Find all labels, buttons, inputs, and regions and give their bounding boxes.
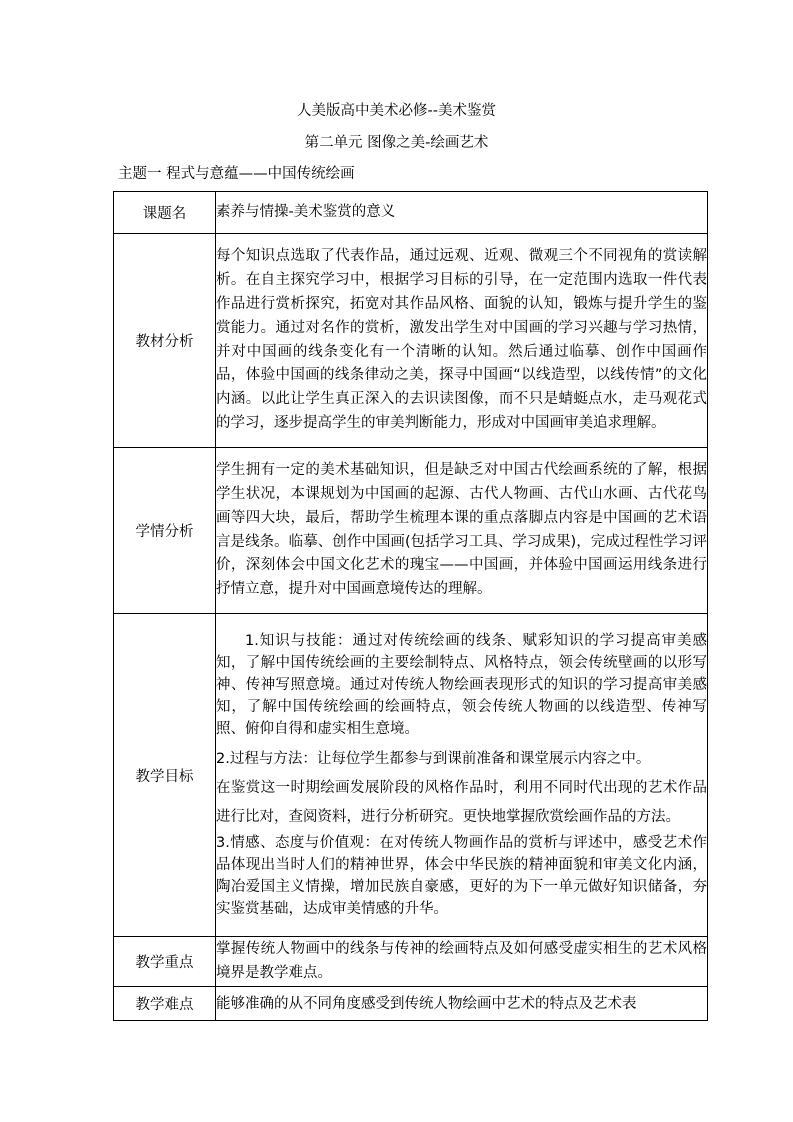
table-row bbox=[114, 192, 708, 234]
table-row bbox=[114, 614, 708, 937]
student-analysis-text: 学生拥有一定的美术基础知识，但是缺乏对中国古代绘画系统的了解，根据学生状况，本课规划为中国画的起源、古代人物画、古代山水画、古代花鸟画等四大块，最后，帮助学生梳理本课的重点落脚点内容是中国画的艺术语言是线条。临摹、创作中国画(包括学习工具、学习成果)，完成过程性学习评价，深刻体会中国文化艺术的瑰宝——中国画，并体验中国画运用线条进行抒情立意，提升对中国画意境传达的理解。 bbox=[216, 448, 708, 614]
difficulties-cell bbox=[216, 987, 708, 1021]
label-difficulties: 教学难点 bbox=[114, 987, 216, 1021]
teaching-goals-content bbox=[216, 614, 708, 937]
label-key-points: 教学重点 bbox=[114, 937, 216, 987]
goal-emotion-values: 3.情感、态度与价值观：在对传统人物画作品的赏析与评述中，感受艺术作品体现出当时人们的精神世界，体会中华民族的精神面貌和审美文化内涵，陶冶爱国主义情操，增加民族自豪感，更好的为下一单元做好知识储备，夯实鉴赏基础，达成审美情感的升华。 bbox=[216, 835, 707, 917]
table-row bbox=[114, 234, 708, 448]
table-row bbox=[114, 937, 708, 987]
document-title: 人美版高中美术必修--美术鉴赏 bbox=[297, 103, 496, 119]
goal-knowledge-skills: 1.知识与技能：通过对传统绘画的线条、赋彩知识的学习提高审美感知，了解中国传统绘画的主要绘制特点、风格特点，领会传统壁画的以形写神、传神写照意境。通过对传统人物绘画表现形式的知识的学习提高审美感知，了解中国传统绘画的绘画特点，领会传统人物画的以线造型、传神写照、俯仰自得和虚实相生意境。 bbox=[216, 633, 707, 737]
material-analysis-text: 每个知识点选取了代表作品，通过远观、近观、微观三个不同视角的赏读解析。在自主探究学习中，根据学习目标的引导，在一定范围内选取一件代表作品进行赏析探究，拓宽对其作品风格、面貌的认知，锻炼与提升学生的鉴赏能力。通过对名作的赏析，激发出学生对中国画的学习兴趣与学习热情，并对中国画的线条变化有一个清晰的认知。然后通过临摹、创作中国画作品，体验中国画的线条律动之美，探寻中国画“以线造型，以线传情”的文化内涵。以此让学生真正深入的去识读图像，而不只是蜻蜓点水，走马观花式的学习，逐步提高学生的审美判断能力，形成对中国画审美追求理解。 bbox=[216, 234, 708, 448]
lesson-plan-table bbox=[113, 191, 708, 1021]
label-lesson-title: 课题名 bbox=[114, 192, 216, 234]
label-student-analysis: 学情分析 bbox=[114, 448, 216, 614]
table-row bbox=[114, 987, 708, 1021]
label-teaching-goals: 教学目标 bbox=[114, 614, 216, 937]
label-material-analysis: 教材分析 bbox=[114, 234, 216, 448]
key-points-text: 掌握传统人物画中的线条与传神的绘画特点及如何感受虚实相生的艺术风格境界是教学难点。 bbox=[216, 937, 708, 987]
lesson-title-value: 素养与情操-美术鉴赏的意义 bbox=[216, 192, 708, 234]
goal-process-method-detail: 在鉴赏这一时期绘画发展阶段的风格作品时，利用不同时代出现的艺术作品进行比对，查阅资料，进行分析研究。更快地掌握欣赏绘画作品的方法。 bbox=[216, 780, 707, 825]
table-row bbox=[114, 448, 708, 614]
unit-title: 第二单元 图像之美-绘画艺术 bbox=[304, 135, 489, 151]
topic-title: 主题一 程式与意蕴——中国传统绘画 bbox=[118, 166, 355, 182]
goal-process-method: 2.过程与方法：让每位学生都参与到课前准备和课堂展示内容之中。 bbox=[216, 751, 651, 767]
difficulties-text: 能够准确的从不同角度感受到传统人物绘画中艺术的特点及艺术表 bbox=[216, 995, 637, 1012]
